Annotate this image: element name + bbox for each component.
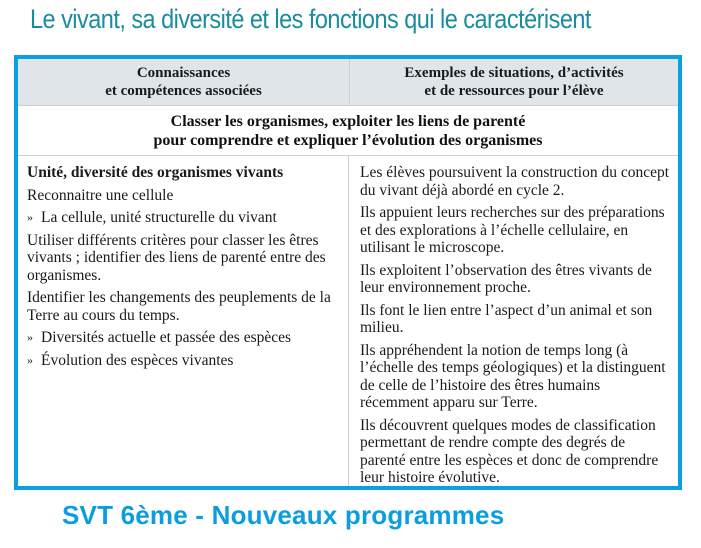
knowledge-bullet-text: Diversités actuelle et passée des espèces [41, 329, 292, 346]
knowledge-bullet-text: Évolution des espèces vivantes [41, 351, 234, 369]
knowledge-bullet-item [27, 329, 342, 347]
bullet-marker-icon: » [27, 352, 33, 367]
header-knowledge-line-2: et compétences associées [105, 83, 262, 99]
bullet-marker-icon: » [27, 330, 33, 344]
example-paragraph: Les élèves poursuivent la construction du concept du vivant déjà abordé en cycle 2. [360, 164, 670, 199]
knowledge-column [18, 156, 349, 486]
footer-caption: SVT 6ème - Nouveaux programmes [62, 500, 505, 530]
header-examples [350, 59, 678, 106]
bullet-marker-icon: » [27, 210, 33, 224]
knowledge-bullet-text: La cellule, unité structurelle du vivant [41, 209, 277, 226]
example-paragraph: Ils appréhendent la notion de temps long (à l’échelle des temps géologiques) et la distinguent de celle de l’histoire des êtres humains récemment apparu sur Terre. [360, 341, 666, 411]
example-paragraph: Ils exploitent l’observation des êtres vivants de leur environnement proche. [360, 261, 652, 296]
knowledge-item: Reconnaitre une cellule [27, 186, 174, 204]
knowledge-bullet-item [27, 352, 342, 370]
header-knowledge-line-1: Connaissances [136, 65, 231, 81]
page-title: Le vivant, sa diversité et les fonctions qui le caractérisent [30, 4, 591, 34]
example-paragraph: Ils découvrent quelques modes de classification permettant de rendre compte des degrés de parenté entre les espèces et donc de comprendre leur histoire évolutive. [360, 416, 659, 486]
knowledge-bullet-item [27, 209, 342, 227]
program-table [18, 59, 678, 486]
examples-list [360, 164, 672, 487]
knowledge-heading: Unité, diversité des organismes vivants [27, 164, 284, 181]
header-knowledge [18, 59, 350, 106]
examples-column [350, 156, 678, 486]
section-title [18, 106, 678, 156]
knowledge-item: Identifier les changements des peuplements de la Terre au cours du temps. [27, 289, 331, 324]
section-title-line-1: Classer les organismes, exploiter les liens de parenté [170, 112, 526, 130]
program-table-frame [14, 55, 682, 490]
header-examples-line-2: et de ressources pour l’élève [424, 83, 604, 99]
knowledge-item: Utiliser différents critères pour classer les êtres vivants ; identifier des liens de parenté entre des organismes. [27, 231, 326, 284]
header-examples-line-1: Exemples de situations, d’activités [404, 65, 624, 81]
knowledge-list [27, 187, 342, 370]
section-title-line-2: pour comprendre et expliquer l’évolution des organismes [153, 131, 543, 149]
example-paragraph: Ils font le lien entre l’aspect d’un animal et son milieu. [360, 301, 653, 336]
example-paragraph: Ils appuient leurs recherches sur des préparations et des explorations à l’échelle cellulaire, en utilisant le microscope. [360, 204, 665, 256]
